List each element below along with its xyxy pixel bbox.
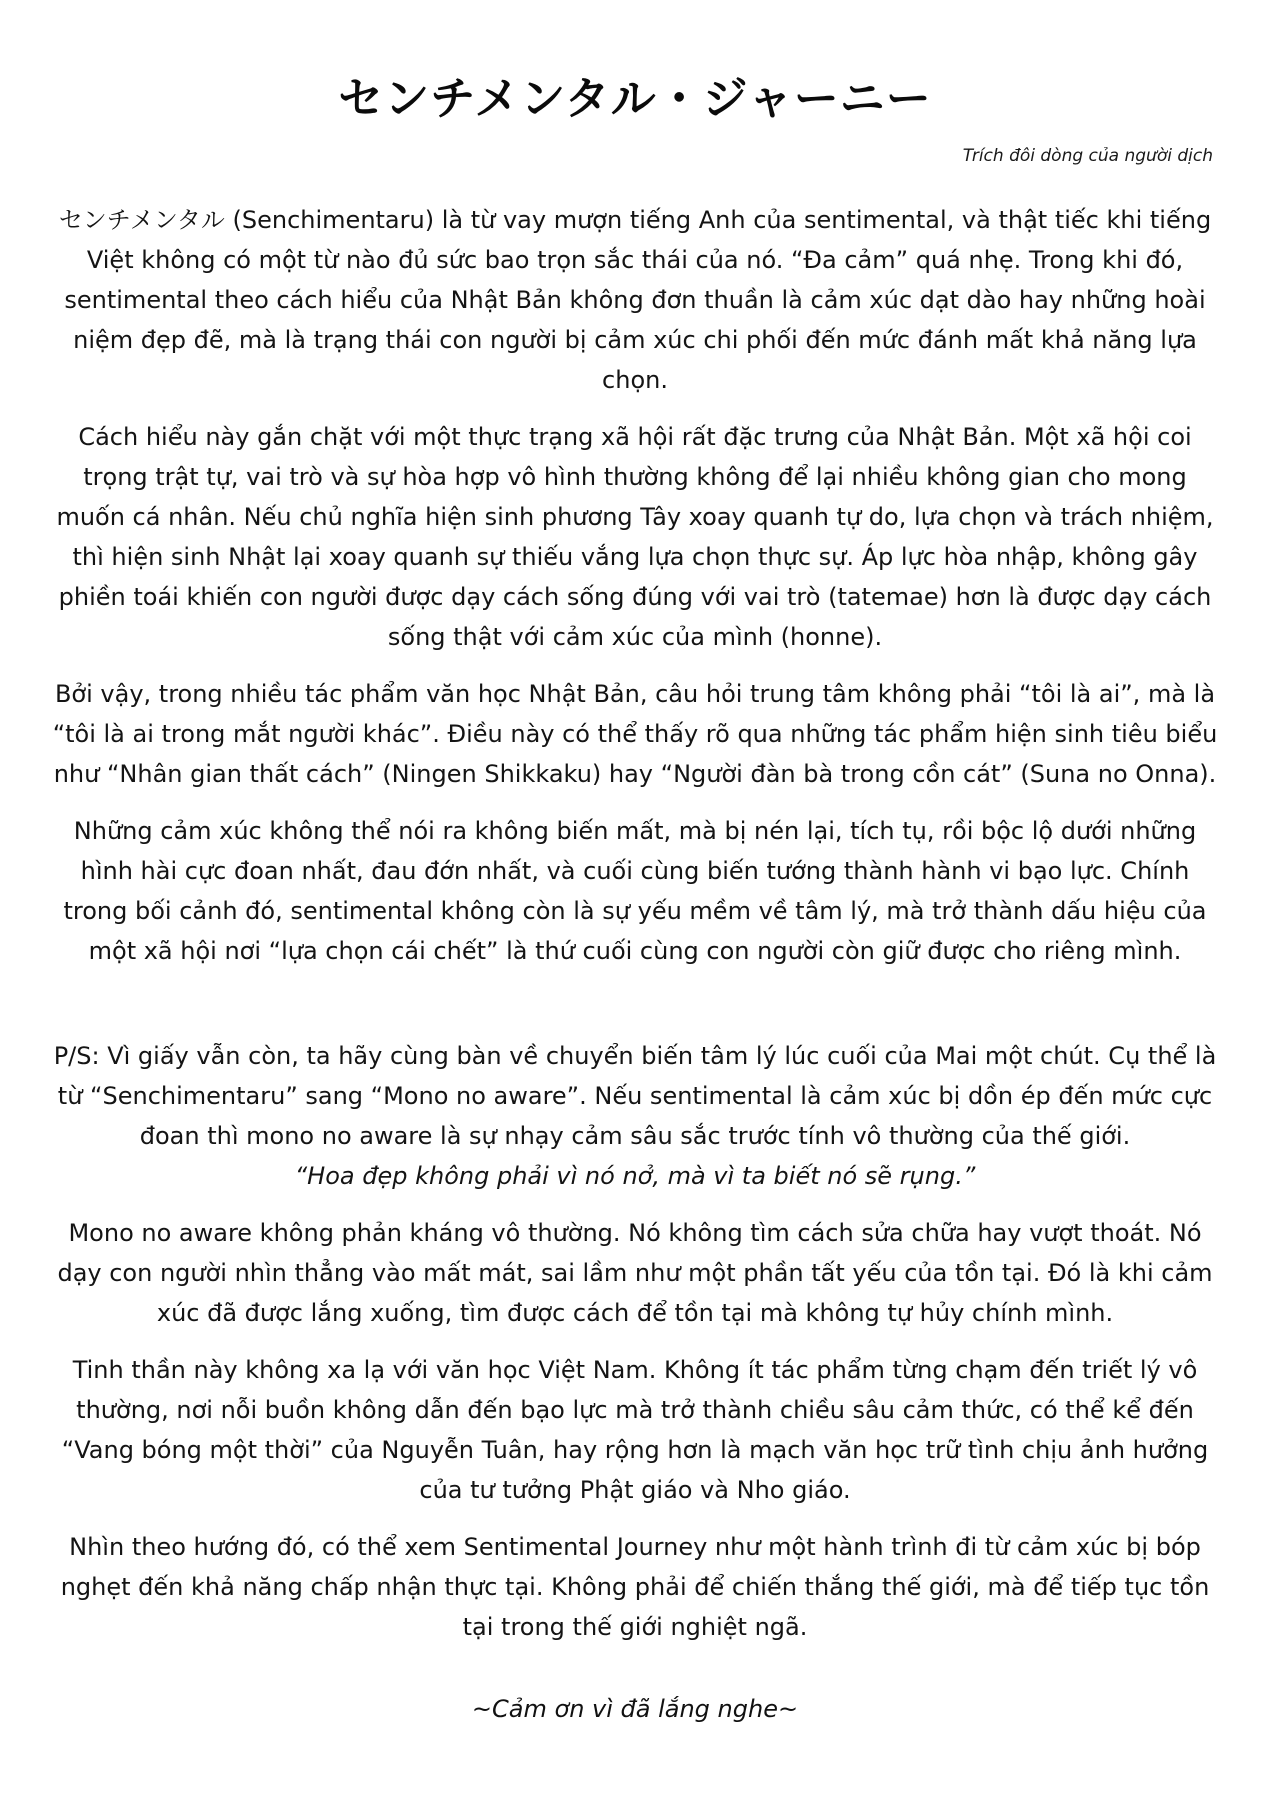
ps-text: P/S: Vì giấy vẫn còn, ta hãy cùng bàn về chuyển biến tâm lý lúc cuối của Mai một chút. Cụ thể là từ “Senchimentaru” sang “Mono no aware”. Nếu sentimental là cảm xúc bị dồn ép đến mức cực đoan thì mono no aware là sự nhạy cảm sâu sắc trước tính vô thường của thế giới. — [53, 1042, 1217, 1150]
ps-quote: “Hoa đẹp không phải vì nó nở, mà vì ta biết nó sẽ rụng.” — [294, 1162, 976, 1190]
page-title: センチメンタル・ジャーニー — [338, 72, 932, 125]
paragraph-2: Cách hiểu này gắn chặt với một thực trạng xã hội rất đặc trưng của Nhật Bản. Một xã hội coi trọng trật tự, vai trò và sự hòa hợp vô hình thường không để lại nhiều không gian cho mong muốn cá nhân. Nếu chủ nghĩa hiện sinh phương Tây xoay quanh tự do, lựa chọn và trách nhiệm, thì hiện sinh Nhật lại xoay quanh sự thiếu vắng lựa chọn thực sự. Áp lực hòa nhập, không gây phiền toái khiến con người được dạy cách sống đúng với vai trò (tatemae) hơn là được dạy cách sống thật với cảm xúc của mình (honne). — [56, 423, 1214, 651]
translator-note: Trích đôi dòng của người dịch — [962, 146, 1213, 166]
paragraph-5: Mono no aware không phản kháng vô thường. Nó không tìm cách sửa chữa hay vượt thoát. Nó dạy con người nhìn thẳng vào mất mát, sai lầm như một phần tất yếu của tồn tại. Đó là khi cảm xúc đã được lắng xuống, tìm được cách để tồn tại mà không tự hủy chính mình. — [57, 1219, 1213, 1327]
article-body — [50, 200, 1220, 1729]
section-gap — [50, 988, 1220, 1036]
paragraph-4: Những cảm xúc không thể nói ra không biến mất, mà bị nén lại, tích tụ, rồi bộc lộ dưới những hình hài cực đoan nhất, đau đớn nhất, và cuối cùng biến tướng thành hành vi bạo lực. Chính trong bối cảnh đó, sentimental không còn là sự yếu mềm về tâm lý, mà trở thành dấu hiệu của một xã hội nơi “lựa chọn cái chết” là thứ cuối cùng con người còn giữ được cho riêng mình. — [63, 817, 1207, 965]
paragraph-1: センチメンタル (Senchimentaru) là từ vay mượn tiếng Anh của sentimental, và thật tiếc khi tiếng Việt không có một từ nào đủ sức bao trọn sắc thái của nó. “Đa cảm” quá nhẹ. Trong khi đó, sentimental theo cách hiểu của Nhật Bản không đơn thuần là cảm xúc dạt dào hay những hoài niệm đẹp đẽ, mà là trạng thái con người bị cảm xúc chi phối đến mức đánh mất khả năng lựa chọn. — [58, 206, 1212, 394]
ps-paragraph — [50, 1036, 1220, 1196]
paragraph-7: Nhìn theo hướng đó, có thể xem Sentimental Journey như một hành trình đi từ cảm xúc bị bóp nghẹt đến khả năng chấp nhận thực tại. Không phải để chiến thắng thế giới, mà để tiếp tục tồn tại trong thế giới nghiệt ngã. — [60, 1533, 1210, 1641]
paragraph-3: Bởi vậy, trong nhiều tác phẩm văn học Nhật Bản, câu hỏi trung tâm không phải “tôi là ai”, mà là “tôi là ai trong mắt người khác”. Điều này có thể thấy rõ qua những tác phẩm hiện sinh tiêu biểu như “Nhân gian thất cách” (Ningen Shikkaku) hay “Người đàn bà trong cồn cát” (Suna no Onna). — [52, 680, 1218, 788]
paragraph-6: Tinh thần này không xa lạ với văn học Việt Nam. Không ít tác phẩm từng chạm đến triết lý vô thường, nơi nỗi buồn không dẫn đến bạo lực mà trở thành chiều sâu cảm thức, có thể kể đến “Vang bóng một thời” của Nguyễn Tuân, hay rộng hơn là mạch văn học trữ tình chịu ảnh hưởng của tư tưởng Phật giáo và Nho giáo. — [61, 1356, 1209, 1504]
closing-line: ~Cảm ơn vì đã lắng nghe~ — [471, 1695, 799, 1723]
